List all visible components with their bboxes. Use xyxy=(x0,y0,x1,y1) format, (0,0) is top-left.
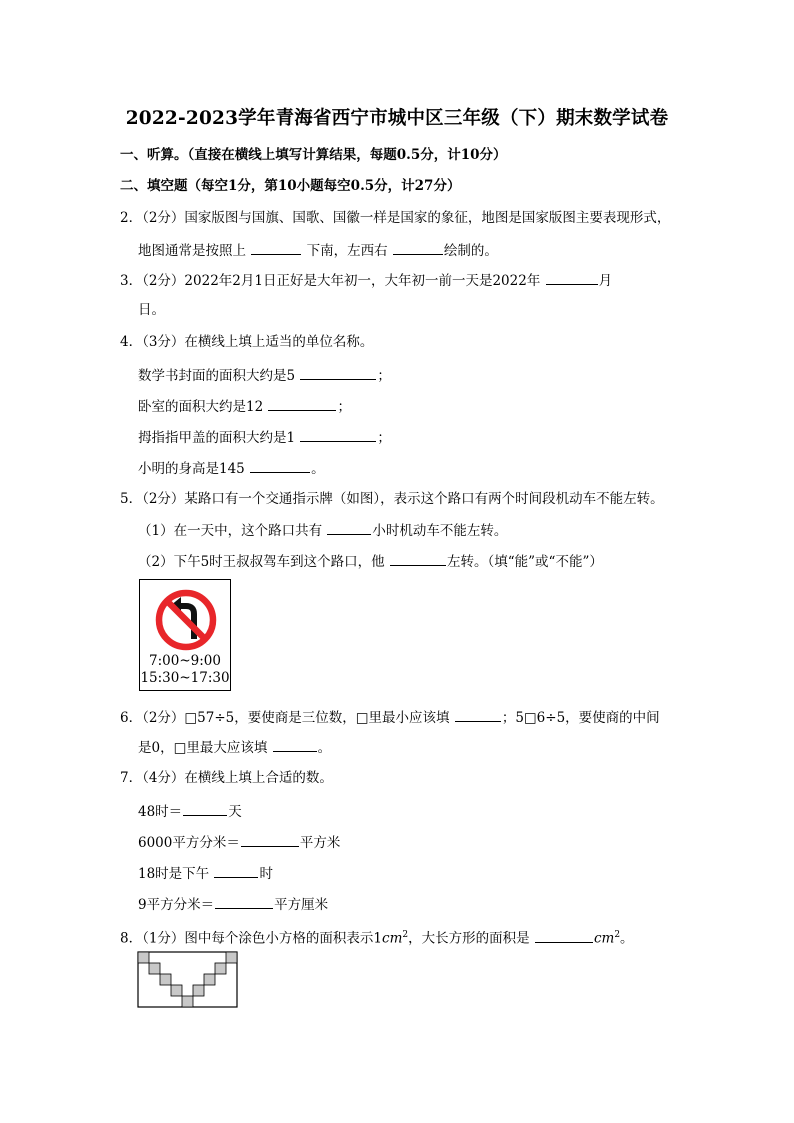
q6-line2 xyxy=(138,737,331,757)
q4-b-text: 卧室的面积大约是12 xyxy=(138,399,264,415)
q8-sup-1: 2 xyxy=(402,930,409,940)
q4-c-text: 拇指指甲盖的面积大约是1 xyxy=(138,430,296,446)
q2-text-a: 地图通常是按照上 xyxy=(138,243,246,259)
q7-a-blank[interactable] xyxy=(183,801,227,816)
q7-line1: 7．（4分）在横线上填上合适的数。 xyxy=(120,770,333,786)
q2-blank-1[interactable] xyxy=(251,240,301,255)
q7-b-blank[interactable] xyxy=(241,832,299,847)
q8-blank[interactable] xyxy=(535,928,593,943)
q4-item-d xyxy=(138,458,325,478)
q6-text-b: ；5□6÷5，要使商的中间 xyxy=(501,710,660,726)
q8-text-a: 8．（1分）图中每个涂色小方格的面积表示1 xyxy=(120,930,383,947)
q6-text-c: 是0，□里最大应该填 xyxy=(138,740,268,756)
q5-sub2-text-b: 左转。（填“能”或“不能”） xyxy=(446,554,603,570)
q4-d-text: 小明的身高是145 xyxy=(138,461,245,477)
q8-end: 。 xyxy=(620,930,634,947)
no-left-turn-icon xyxy=(151,586,221,654)
q4-b-blank[interactable] xyxy=(268,396,336,411)
q4-d-blank[interactable] xyxy=(250,458,310,473)
q6-text-a: 6．（2分）□57÷5，要使商是三位数，□里最小应该填 xyxy=(120,710,450,726)
q5-sub1-text-a: （1）在一天中，这个路口共有 xyxy=(138,523,323,539)
q5-sub1 xyxy=(138,520,507,540)
q4-line1: 4．（3分）在横线上填上适当的单位名称。 xyxy=(120,334,374,350)
q7-d-blank[interactable] xyxy=(215,894,273,909)
q5-blank-1[interactable] xyxy=(327,520,371,535)
q7-item-b xyxy=(138,832,340,852)
section-1-heading: 一、听算。（直接在横线上填写计算结果，每题0.5分，计10分） xyxy=(120,147,507,163)
q6-blank-2[interactable] xyxy=(273,737,317,752)
q4-a-semi: ； xyxy=(377,368,391,384)
q6-blank-1[interactable] xyxy=(455,707,501,722)
q7-item-d xyxy=(138,894,328,914)
q3-text-b: 月 xyxy=(598,273,613,289)
shaded-grid-figure xyxy=(137,951,239,1009)
section-2-heading: 二、填空题（每空1分，第10小题每空0.5分，计27分） xyxy=(120,178,461,194)
q6-line1 xyxy=(120,707,660,727)
q7-b-text: 6000平方分米＝ xyxy=(138,835,240,851)
q5-sub2-text-a: （2）下午5时王叔叔驾车到这个路口，他 xyxy=(138,554,385,570)
q4-item-c xyxy=(138,427,391,447)
q5-sub1-text-b: 小时机动车不能左转。 xyxy=(372,523,508,539)
traffic-sign-figure xyxy=(139,579,231,691)
q8-unit-2: cm xyxy=(593,930,615,947)
q8-line xyxy=(120,926,634,948)
q2-text-b: 下南，左西右 xyxy=(306,243,388,259)
q4-c-blank[interactable] xyxy=(300,427,376,442)
q3-line1 xyxy=(120,270,612,290)
sign-time-2: 15:30~17:30 xyxy=(140,670,230,686)
q3-text-a: 3．（2分）2022年2月1日正好是大年初一，大年初一前一天是2022年 xyxy=(120,273,541,289)
q8-unit-1: cm xyxy=(382,930,403,947)
q7-item-a xyxy=(138,801,242,821)
q7-d-unit: 平方厘米 xyxy=(274,897,329,913)
q2-blank-2[interactable] xyxy=(393,240,443,255)
q8-sup-2: 2 xyxy=(614,930,621,940)
q7-a-unit: 天 xyxy=(228,804,242,820)
q6-text-d: 。 xyxy=(317,740,332,756)
q7-b-unit: 平方米 xyxy=(299,835,341,851)
q7-c-blank[interactable] xyxy=(214,863,258,878)
q4-a-text: 数学书封面的面积大约是5 xyxy=(138,368,296,384)
q3-blank-1[interactable] xyxy=(546,270,598,285)
q2-text-c: 绘制的。 xyxy=(443,243,498,259)
q3-line2: 日。 xyxy=(138,302,165,318)
sign-time-1: 7:00~9:00 xyxy=(149,653,221,669)
q8-text-b: ，大长方形的面积是 xyxy=(408,930,530,947)
q2-line2 xyxy=(138,240,498,260)
q7-d-text: 9平方分米＝ xyxy=(138,897,215,913)
q4-a-blank[interactable] xyxy=(300,365,376,380)
q7-item-c xyxy=(138,863,273,883)
q4-d-end: 。 xyxy=(311,461,325,477)
q4-item-b xyxy=(138,396,351,416)
q5-sub2 xyxy=(138,551,603,571)
q2-line1: 2．（2分）国家版图与国旗、国歌、国徽一样是国家的象征，地图是国家版图主要表现形式， xyxy=(120,210,671,226)
q7-c-text: 18时是下午 xyxy=(138,866,210,882)
page-title: 2022-2023学年青海省西宁市城中区三年级（下）期末数学试卷 xyxy=(125,108,669,129)
q7-c-unit: 时 xyxy=(259,866,273,882)
q7-a-text: 48时＝ xyxy=(138,804,183,820)
q5-line1: 5．（2分）某路口有一个交通指示牌（如图），表示这个路口有两个时间段机动车不能左转。 xyxy=(120,491,664,507)
q4-b-semi: ； xyxy=(337,399,351,415)
q4-item-a xyxy=(138,365,391,385)
q4-c-semi: ； xyxy=(377,430,391,446)
q5-blank-2[interactable] xyxy=(390,551,446,566)
